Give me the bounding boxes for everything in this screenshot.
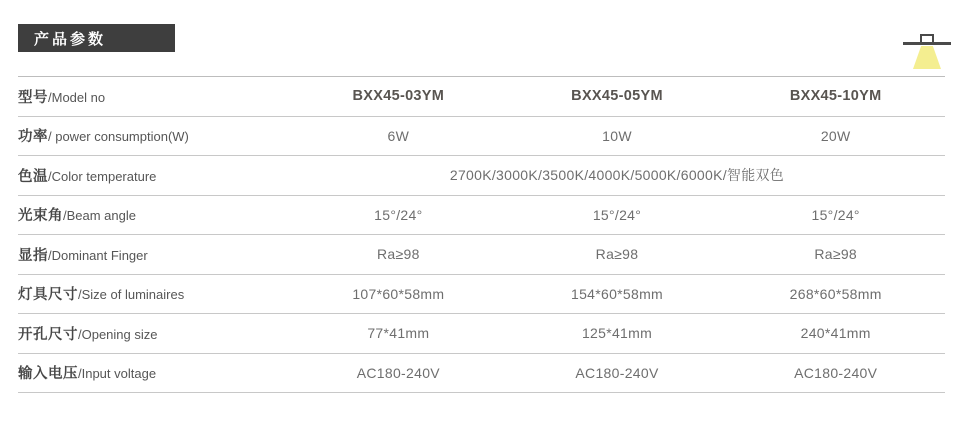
cell-value: Ra≥98 — [377, 246, 420, 263]
cell-value-span: 2700K/3000K/3500K/4000K/5000K/6000K/智能双色 — [449, 167, 785, 184]
downlight-icon — [901, 30, 953, 70]
row-label-en: /Dominant Finger — [48, 247, 148, 263]
row-label — [18, 204, 289, 225]
cell-value: 125*41mm — [581, 325, 653, 342]
row-label-zh: 输入电压 — [18, 366, 78, 383]
cell-value: 15°/24° — [374, 206, 423, 223]
row-label-en: /Model no — [48, 89, 106, 105]
row-label-zh: 型号 — [18, 89, 48, 106]
cell-value: 20W — [820, 127, 851, 144]
row-label-zh: 显指 — [18, 247, 48, 264]
row-label — [18, 86, 289, 107]
row-label-zh: 功率 — [18, 129, 48, 146]
row-label — [18, 125, 289, 146]
ceiling-line-shape — [903, 42, 951, 45]
row-label-en: /Input voltage — [78, 366, 157, 382]
cell-value: BXX45-05YM — [571, 88, 663, 105]
row-label-en: / power consumption(W) — [48, 129, 189, 145]
row-label-zh: 开孔尺寸 — [18, 326, 78, 343]
row-label-en: /Opening size — [78, 326, 158, 342]
cell-value: AC180-240V — [575, 364, 659, 381]
table-row-model — [18, 77, 945, 117]
row-label — [18, 362, 289, 383]
row-label-zh: 灯具尺寸 — [18, 287, 78, 304]
cell-value: 15°/24° — [592, 206, 642, 223]
row-label — [18, 323, 289, 344]
row-label-en: /Color temperature — [48, 168, 157, 184]
cell-value: BXX45-03YM — [352, 88, 445, 105]
cell-value: BXX45-10YM — [789, 88, 882, 105]
table-row-beam-angle — [18, 196, 945, 236]
table-row-color-temperature — [18, 156, 945, 196]
cell-value: 268*60*58mm — [789, 285, 882, 302]
section-title-badge — [18, 24, 175, 52]
section-title: 产品参数 — [34, 30, 107, 48]
table-row-luminaire-size — [18, 275, 945, 315]
light-beam-shape — [913, 46, 941, 69]
cell-value: 6W — [387, 127, 410, 144]
cell-value: 240*41mm — [800, 325, 871, 342]
cell-value: AC180-240V — [794, 364, 878, 381]
row-label-zh: 色温 — [18, 168, 48, 185]
cell-value: 10W — [602, 127, 632, 144]
cell-value: AC180-240V — [356, 364, 440, 381]
row-label-en: /Beam angle — [63, 208, 136, 224]
table-row-opening-size — [18, 314, 945, 354]
row-label-en: /Size of luminaires — [78, 287, 185, 303]
spec-table — [18, 76, 945, 393]
cell-value: Ra≥98 — [814, 246, 857, 263]
row-label-zh: 光束角 — [18, 208, 63, 225]
row-label — [18, 165, 289, 186]
cell-value: 77*41mm — [367, 325, 430, 342]
table-row-cri — [18, 235, 945, 275]
cell-value: 107*60*58mm — [352, 285, 445, 302]
cell-value: Ra≥98 — [595, 246, 639, 263]
table-row-power — [18, 117, 945, 157]
table-row-input-voltage — [18, 354, 945, 394]
cell-value: 15°/24° — [811, 206, 860, 223]
cell-value: 154*60*58mm — [570, 285, 664, 302]
row-label — [18, 244, 289, 265]
row-label — [18, 283, 289, 304]
